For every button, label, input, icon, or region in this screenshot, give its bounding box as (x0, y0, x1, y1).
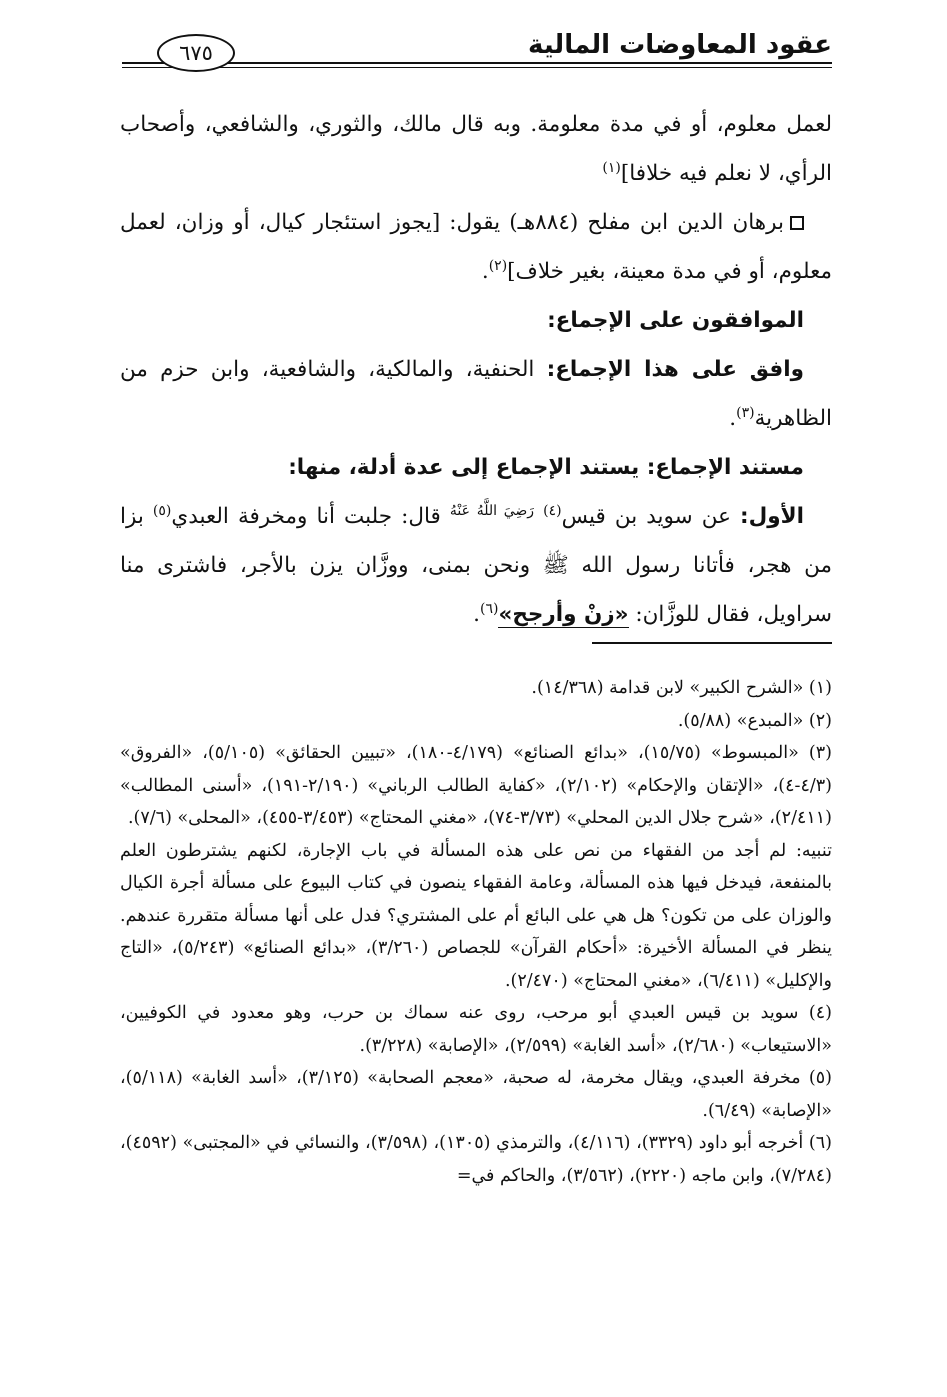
heading-agreement: الموافقون على الإجماع: (547, 308, 804, 333)
paragraph-4-text-c: بزا من هجر، فأتانا رسول الله (120, 504, 832, 578)
paragraph-1-text: لعمل معلوم، أو في مدة معلومة. وبه قال مالك، والثوري، والشافعي، وأصحاب الرأي، لا نعلم فيه خلافا] (120, 112, 832, 186)
footnote-3: (٣) «المبسوط» (١٥/٧٥)، «بدائع الصنائع» (٤/١٧٩-١٨٠)، «تبيين الحقائق» (٥/١٠٥)، «الفروق» (٤/٣-٤)، «الإتقان والإحكام» (٢/١٠٢)، «كفاية الطالب الرباني» (٢/١٩٠-١٩١)، «أسنى المطالب» (٢/٤١١)، «شرح جلال الدين المحلي» (٣/٧٣-٧٤)، «مغني المحتاج» (٣/٤٥٣-٤٥٥)، «المحلى» (٧/٦). (120, 743, 832, 828)
paragraph-3-lead: وافق على هذا الإجماع: (546, 357, 804, 382)
footnote-1: (١) «الشرح الكبير» لابن قدامة (١٤/٣٦٨). (531, 678, 832, 698)
footnote-2: (٢) «المبدع» (٥/٨٨). (677, 710, 832, 731)
paragraph-4 (120, 492, 832, 639)
paragraph-2-end: . (481, 259, 489, 284)
paragraph-4-text-b: قال: جلبت أنا ومخرفة العبدي (171, 504, 450, 529)
paragraph-3 (120, 345, 832, 443)
running-title: عقود المعاوضات المالية (528, 30, 832, 60)
footnotes (120, 672, 832, 1192)
paragraph-4-text-d: ونحن بمنى، ووزَّان يزن بالأجر، فاشترى منا سراويل، فقال للوزَّان: (120, 553, 832, 627)
paragraph-4-end: . (473, 602, 480, 627)
paragraph-1 (120, 100, 832, 198)
footnote-ref-1: (١) (602, 159, 621, 176)
page-number: ٦٧٥ (157, 34, 235, 72)
paragraph-2 (120, 198, 832, 296)
footnote-ref-2: (٢) (488, 257, 508, 274)
footnote-6: (٦) أخرجه أبو داود (٣٣٢٩)، (٤/١١٦)، والترمذي (١٣٠٥)، (٣/٥٩٨)، والنسائي في «المجتبى» (٤٥٩٢)، (٧/٢٨٤)، وابن ماجه (٢٢٢٠)، (٣/٥٦٢)، والحاكم في= (120, 1133, 832, 1186)
footnote-4: (٤) سويد بن قيس العبدي أبو مرحب، روى عنه سماك بن حرب، وهو معدود في الكوفيين، «الاستيعاب» (٢/٦٨٠)، «أسد الغابة» (٢/٥٩٩)، «الإصابة» (٣/٢٢٨). (120, 1003, 832, 1056)
footnote-separator (592, 642, 832, 644)
footnote-ref-3: (٣) (736, 404, 755, 421)
hadith-quote: «زنْ وأرجح» (498, 602, 629, 627)
honorific-mark: رَضِيَ اللَّهُ عَنْهُ (449, 502, 535, 519)
heading-evidence: مستند الإجماع: يستند الإجماع إلى عدة أدلة، منها: (288, 455, 804, 480)
paragraph-3-text: الحنفية، والمالكية، والشافعية، وابن حزم من الظاهرية (120, 357, 832, 431)
footnote-ref-4: (٤) (543, 502, 562, 519)
salutation-mark: ﷺ (542, 553, 569, 578)
footnote-ref-6: (٦) (480, 600, 499, 617)
paragraph-3-end: . (729, 406, 737, 431)
paragraph-4-lead: الأول: (740, 504, 805, 529)
main-text (120, 100, 832, 639)
paragraph-4-text-a: عن سويد بن قيس (561, 504, 741, 529)
footnote-ref-5: (٥) (152, 502, 172, 519)
paragraph-2-text: برهان الدين ابن مفلح (٨٨٤هـ) يقول: [يجوز استئجار كيال، أو وزان، لعمل معلوم، أو في مدة معينة، بغير خلاف] (120, 210, 832, 284)
footnote-5: (٥) مخرفة العبدي، ويقال مخرمة، له صحبة، «معجم الصحابة» (٣/١٢٥)، «أسد الغابة» (٥/١١٨)، «الإصابة» (٦/٤٩). (120, 1068, 832, 1121)
footnote-3-note: تنبيه: لم أجد من الفقهاء من نص على هذه المسألة في باب الإجارة، لكنهم يشترطون العلم بالمنفعة، فيدخل فيها هذه المسألة، وعامة الفقهاء ينصون في كتاب البيوع على مسألة أجرة الكيال والوزان على من تكون؟ هل هي على البائع أم على المشتري؟ فدل على أنها مسألة متقررة عندهم. ينظر في المسألة الأخيرة: «أحكام القرآن» للجصاص (٣/٢٦٠)، «بدائع الصنائع» (٥/٢٤٣)، «التاج والإكليل» (٦/٤١١)، «مغني المحتاج» (٢/٤٧٠). (120, 840, 832, 991)
header-rule-thin (122, 67, 832, 68)
checkbox-icon (790, 216, 804, 230)
